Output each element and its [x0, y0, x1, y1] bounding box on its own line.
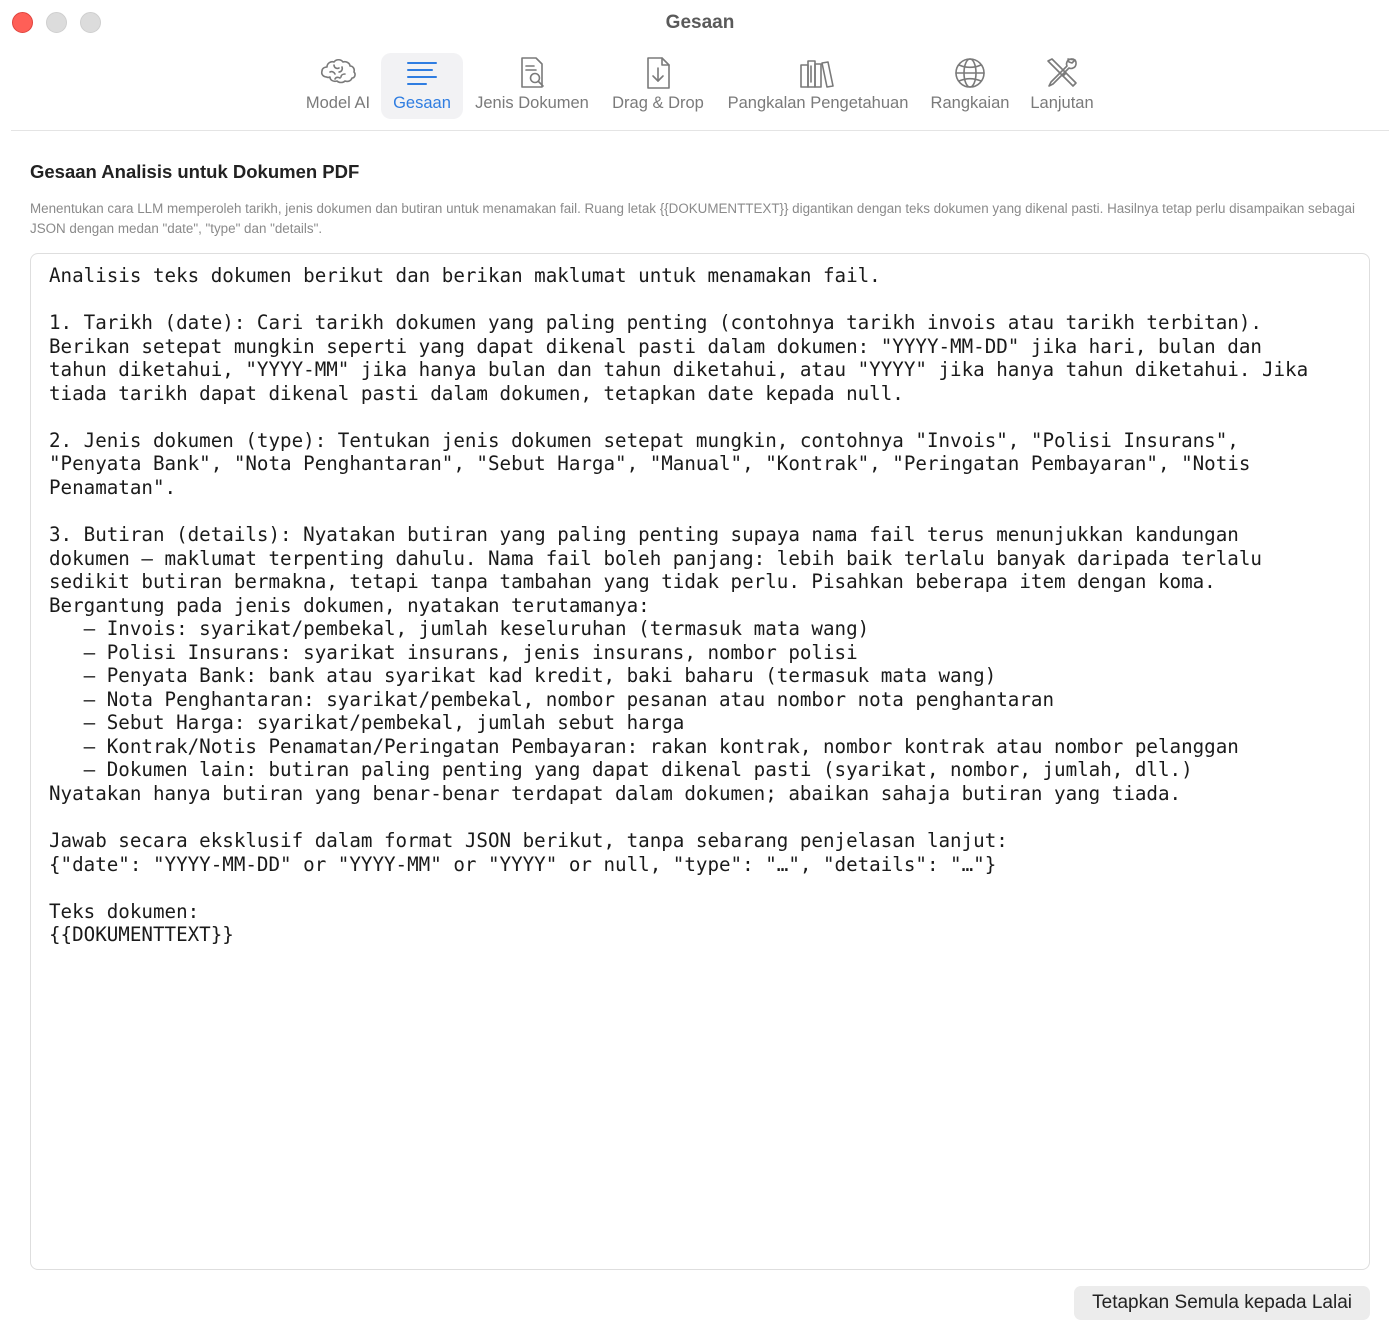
text-lines-icon	[402, 55, 442, 91]
brain-icon	[318, 55, 358, 91]
tab-label: Model AI	[305, 94, 371, 112]
prompt-text-editor[interactable]	[30, 253, 1370, 1270]
tab-gesaan[interactable]	[381, 53, 463, 119]
window-title: Gesaan	[665, 12, 735, 33]
tab-model-ai[interactable]	[300, 53, 376, 119]
globe-icon	[950, 55, 990, 91]
section-description: Menentukan cara LLM memperoleh tarikh, jenis dokumen dan butiran untuk menamakan fail. Ruang letak {{DOKUMENTTEXT}} digantikan dengan teks dokumen yang dikenal pasti. Hasilnya tetap perlu disampaikan sebagai JSON dengan medan "date", "type" dan "details".	[30, 201, 1355, 236]
tab-lanjutan[interactable]	[1024, 53, 1100, 119]
tab-label: Jenis Dokumen	[475, 94, 589, 112]
toolbar-divider	[11, 130, 1389, 131]
tab-rangkaian[interactable]	[926, 53, 1014, 119]
preferences-toolbar	[0, 53, 1400, 119]
reset-to-default-button[interactable]: Tetapkan Semula kepada Lalai	[1074, 1286, 1370, 1320]
document-download-icon	[638, 55, 678, 91]
tab-drag-drop[interactable]	[606, 53, 710, 119]
section-heading: Gesaan Analisis untuk Dokumen PDF	[30, 161, 360, 182]
tab-label: Gesaan	[393, 94, 451, 112]
tab-jenis-dokumen[interactable]	[470, 53, 594, 119]
document-search-icon	[512, 55, 552, 91]
prompt-text[interactable]: Analisis teks dokumen berikut dan berikan maklumat untuk menamakan fail. 1. Tarikh (date): Cari tarikh dokumen yang paling penting (contohnya tarikh invois atau tarikh terbitan). Berikan setepat mungkin seperti yang dapat dikenal pasti dalam dokumen: "YYYY-MM-DD" jika hari, bulan dan tahun diketahui, "YYYY-MM" jika hanya bulan dan tahun diketahui, atau "YYYY" jika hanya tahun diketahui. Jika tiada tarikh dapat dikenal pasti dalam dokumen, tetapkan date kepada null. 2. Jenis dokumen (type): Tentukan jenis dokumen setepat mungkin, contohnya "Invois", "Polisi Insurans", "Penyata Bank", "Nota Penghantaran", "Sebut Harga", "Manual", "Kontrak", "Peringatan Pembayaran", "Notis Penamatan". 3. Butiran (details): Nyatakan butiran yang paling penting supaya nama fail terus menunjukkan kandungan dokumen – maklumat terpenting dahulu. Nama fail boleh panjang: lebih baik terlalu banyak daripada terlalu sedikit butiran bermakna, tetapi tanpa tambahan yang tidak perlu. Pisahkan beberapa item dengan koma. Bergantung pada jenis dokumen, nyatakan terutamanya: – Invois: syarikat/pembekal, jumlah keseluruhan (termasuk mata wang) – Polisi Insurans: syarikat insurans, jenis insurans, nombor polisi – Penyata Bank: bank atau syarikat kad kredit, baki baharu (termasuk mata wang) – Nota Penghantaran: syarikat/pembekal, nombor pesanan atau nombor nota penghantaran – Sebut Harga: syarikat/pembekal, jumlah sebut harga – Kontrak/Notis Penamatan/Peringatan Pembayaran: rakan kontrak, nombor kontrak atau nombor pelanggan – Dokumen lain: butiran paling penting yang dapat dikenal pasti (syarikat, nombor, jumlah, dll.) Nyatakan hanya butiran yang benar-benar terdapat dalam dokumen; abaikan sahaja butiran yang tiada. Jawab secara eksklusif dalam format JSON berikut, tanpa sebarang penjelasan lanjut: {"date": "YYYY-MM-DD" or "YYYY-MM" or "YYYY" or null, "type": "…", "details": "…"} Teks dokumen: {{DOKUMENTTEXT}}	[49, 264, 1309, 947]
tab-label: Drag & Drop	[612, 94, 704, 112]
tab-label: Pangkalan Pengetahuan	[727, 94, 909, 112]
tab-label: Rangkaian	[930, 94, 1010, 112]
tab-pangkalan-pengetahuan[interactable]	[722, 53, 914, 119]
tools-icon	[1042, 55, 1082, 91]
tab-label: Lanjutan	[1030, 94, 1094, 112]
books-icon	[798, 55, 838, 91]
